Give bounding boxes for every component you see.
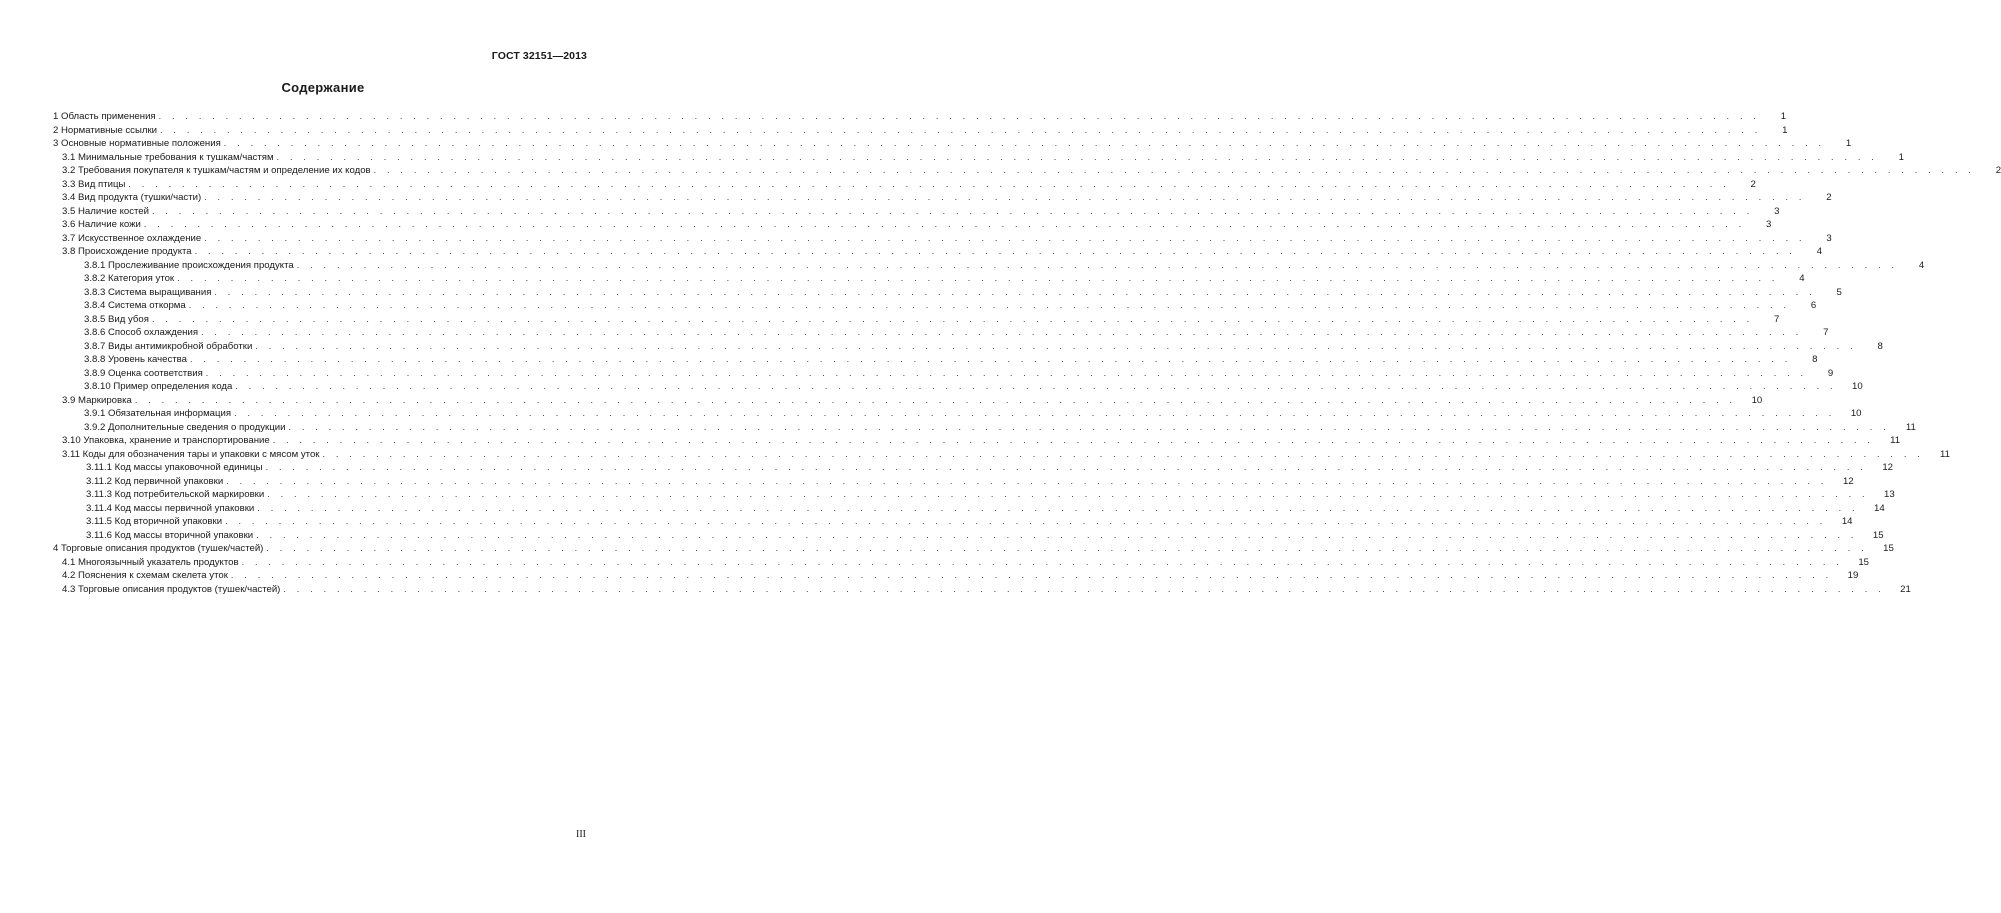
toc-entry[interactable] [53,326,1829,340]
toc-entry-title: 2 Нормативные ссылки [53,124,158,136]
toc-entry[interactable] [53,367,1834,381]
toc-entry[interactable] [53,245,1823,259]
toc-entry[interactable] [53,421,1916,435]
toc-entry-title: 3.8.1 Прослеживание происхождения продукта [84,259,294,271]
toc-leader-dots: . . . . . . . . . . . . . . . . . . . . . . . . . . . . . . . . . . . . . . . . . . . . . . . . . . . . . . . . . . . . . . . . . . . . . . . . . . . . . . . . . . . . . . . . . . . . . . . . . . . . . . . . . . . . . . . . . . . . . . . . [226,475,1828,486]
toc-leader-dots: . . . . . . . . . . . . . . . . . . . . . . . . . . . . . . . . . . . . . . . . . . . . . . . . . . . . . . . . . . . . . . . . . . . . . . . . . . . . . . . . . . . . . . . . . . . . . . . . . . . . . . . . . . . . . . . . . . . . . . . . [152,205,1754,216]
toc-leader-dots: . . . . . . . . . . . . . . . . . . . . . . . . . . . . . . . . . . . . . . . . . . . . . . . . . . . . . . . . . . . . . . . . . . . . . . . . . . . . . . . . . . . . . . . . . . . . . . . . . . . . . . . . . . . . . . . . . . . . . . . . [283,583,1885,594]
toc-entry-page: 11 [1939,448,1950,460]
toc-leader-dots: . . . . . . . . . . . . . . . . . . . . . . . . . . . . . . . . . . . . . . . . . . . . . . . . . . . . . . . . . . . . . . . . . . . . . . . . . . . . . . . . . . . . . . . . . . . . . . . . . . . . . . . . . . . . . . . . . . . . . . . . [201,327,1803,337]
toc-leader-dots: . . . . . . . . . . . . . . . . . . . . . . . . . . . . . . . . . . . . . . . . . . . . . . . . . . . . . . . . . . . . . . . . . . . . . . . . . . . . . . . . . . . . . . . . . . . . . . . . . . . . . . . . . . . . . . . . . . . . . . . . [373,165,1976,175]
toc-leader-dots: . . . . . . . . . . . . . . . . . . . . . . . . . . . . . . . . . . . . . . . . . . . . . . . . . . . . . . . . . . . . . . . . . . . . . . . . . . . . . . . . . . . . . . . . . . . . . . . . . . . . . . . . . . . . . . . . . . . . . . . . [322,448,1924,459]
toc-leader-dots: . . . . . . . . . . . . . . . . . . . . . . . . . . . . . . . . . . . . . . . . . . . . . . . . . . . . . . . . . . . . . . . . . . . . . . . . . . . . . . . . . . . . . . . . . . . . . . . . . . . . . . . . . . . . . . . . . . . . . . . . [257,502,1859,513]
toc-entry-title: 3.7 Искусственное охлаждение [62,232,202,244]
toc-entry[interactable] [53,164,2001,178]
toc-entry-title: 3.8.8 Уровень качества [84,354,188,365]
toc-leader-dots: . . . . . . . . . . . . . . . . . . . . . . . . . . . . . . . . . . . . . . . . . . . . . . . . . . . . . . . . . . . . . . . . . . . . . . . . . . . . . . . . . . . . . . . . . . . . . . . . . . . . . . . . . . . . . . . . . . . . . . . . [223,138,1826,148]
toc-leader-dots: . . . . . . . . . . . . . . . . . . . . . . . . . . . . . . . . . . . . . . . . . . . . . . . . . . . . . . . . . . . . . . . . . . . . . . . . . . . . . . . . . . . . . . . . . . . . . . . . . . . . . . . . . . . . . . . . . . . . . . . . [235,381,1837,391]
toc-entry-title: 4.3 Торговые описания продуктов (тушек/частей) [62,583,281,595]
toc-leader-dots: . . . . . . . . . . . . . . . . . . . . . . . . . . . . . . . . . . . . . . . . . . . . . . . . . . . . . . . . . . . . . . . . . . . . . . . . . . . . . . . . . . . . . . . . . . . . . . . . . . . . . . . . . . . . . . . . . . . . . . . . [265,462,1867,472]
toc-entry[interactable] [53,448,1950,462]
page-number: III [576,829,586,840]
toc-leader-dots: . . . . . . . . . . . . . . . . . . . . . . . . . . . . . . . . . . . . . . . . . . . . . . . . . . . . . . . . . . . . . . . . . . . . . . . . . . . . . . . . . . . . . . . . . . . . . . . . . . . . . . . . . . . . . . . . . . . . . . . . [214,286,1816,297]
toc-leader-dots: . . . . . . . . . . . . . . . . . . . . . . . . . . . . . . . . . . . . . . . . . . . . . . . . . . . . . . . . . . . . . . . . . . . . . . . . . . . . . . . . . . . . . . . . . . . . . . . . . . . . . . . . . . . . . . . . . . . . . . . . [160,124,1762,135]
toc-entry-page: 6 [1810,300,1817,311]
toc-entry-title: 3.6 Наличие кожи [62,219,141,230]
toc-entry[interactable] [53,340,1883,354]
toc-entry-title: 3 Основные нормативные положения [53,138,221,149]
toc-entry-title: 3.9.1 Обязательная информация [84,408,232,419]
toc-entry-title: 3.8.2 Категория уток [84,273,175,284]
toc-leader-dots: . . . . . . . . . . . . . . . . . . . . . . . . . . . . . . . . . . . . . . . . . . . . . . . . . . . . . . . . . . . . . . . . . . . . . . . . . . . . . . . . . . . . . . . . . . . . . . . . . . . . . . . . . . . . . . . . . . . . . . . . [194,246,1797,256]
toc-entry-page: 14 [1841,516,1853,527]
toc-entry[interactable] [53,542,1894,556]
toc-entry-page: 15 [1883,543,1894,554]
toc-entry[interactable] [53,488,1895,502]
toc-entry[interactable] [53,313,1780,327]
toc-entry-page: 3 [1826,232,1832,244]
toc-entry-page: 12 [1882,462,1893,473]
toc-entry-title: 3.1 Минимальные требования к тушкам/частям [62,151,274,163]
toc-entry-page: 19 [1847,570,1859,581]
toc-entry-page: 15 [1858,556,1869,568]
toc-leader-dots: . . . . . . . . . . . . . . . . . . . . . . . . . . . . . . . . . . . . . . . . . . . . . . . . . . . . . . . . . . . . . . . . . . . . . . . . . . . . . . . . . . . . . . . . . . . . . . . . . . . . . . . . . . . . . . . . . . . . . . . . [266,543,1868,553]
toc-entry-title: 3.8.10 Пример определения кода [84,381,233,392]
toc-entry[interactable] [53,272,1805,286]
toc-leader-dots: . . . . . . . . . . . . . . . . . . . . . . . . . . . . . . . . . . . . . . . . . . . . . . . . . . . . . . . . . . . . . . . . . . . . . . . . . . . . . . . . . . . . . . . . . . . . . . . . . . . . . . . . . . . . . . . . . . . . . . . . [205,367,1808,378]
toc-leader-dots: . . . . . . . . . . . . . . . . . . . . . . . . . . . . . . . . . . . . . . . . . . . . . . . . . . . . . . . . . . . . . . . . . . . . . . . . . . . . . . . . . . . . . . . . . . . . . . . . . . . . . . . . . . . . . . . . . . . . . . . . [151,313,1754,324]
toc-entry[interactable] [53,380,1863,394]
toc-entry-title: 3.11.6 Код массы вторичной упаковки [86,529,254,541]
toc-entry[interactable] [53,151,1904,165]
toc-entry[interactable] [53,434,1901,448]
table-of-contents [53,110,2001,596]
toc-entry[interactable] [53,286,1842,300]
standard-code: ГОСТ 32151—2013 [491,50,587,62]
toc-entry-title: 3.4 Вид продукта (тушки/части) [62,192,202,203]
toc-entry-page: 12 [1842,475,1854,487]
toc-leader-dots: . . . . . . . . . . . . . . . . . . . . . . . . . . . . . . . . . . . . . . . . . . . . . . . . . . . . . . . . . . . . . . . . . . . . . . . . . . . . . . . . . . . . . . . . . . . . . . . . . . . . . . . . . . . . . . . . . . . . . . . . [288,421,1890,432]
toc-entry-title: 3.11.1 Код массы упаковочной единицы [86,462,263,473]
toc-entry-title: 3.9 Маркировка [62,394,132,406]
toc-entry[interactable] [53,407,1862,421]
toc-entry-page: 15 [1872,529,1884,541]
toc-entry-page: 7 [1774,313,1780,325]
toc-entry-page: 2 [1750,178,1756,190]
toc-leader-dots: . . . . . . . . . . . . . . . . . . . . . . . . . . . . . . . . . . . . . . . . . . . . . . . . . . . . . . . . . . . . . . . . . . . . . . . . . . . . . . . . . . . . . . . . . . . . . . . . . . . . . . . . . . . . . . . . . . . . . . . . [267,489,1869,499]
toc-entry-title: 3.8.4 Система откорма [84,300,186,311]
toc-entry-title: 3.8.5 Вид убоя [84,313,149,325]
toc-entry-page: 7 [1823,327,1829,338]
toc-leader-dots: . . . . . . . . . . . . . . . . . . . . . . . . . . . . . . . . . . . . . . . . . . . . . . . . . . . . . . . . . . . . . . . . . . . . . . . . . . . . . . . . . . . . . . . . . . . . . . . . . . . . . . . . . . . . . . . . . . . . . . . . [272,435,1875,445]
toc-entry-title: 3.11.4 Код массы первичной упаковки [86,502,255,514]
toc-entry-page: 4 [1799,273,1805,284]
toc-entry-page: 1 [1845,138,1852,149]
toc-entry-page: 10 [1751,394,1763,406]
toc-entry-page: 2 [1826,192,1832,203]
toc-entry-page: 4 [1816,246,1823,257]
toc-leader-dots: . . . . . . . . . . . . . . . . . . . . . . . . . . . . . . . . . . . . . . . . . . . . . . . . . . . . . . . . . . . . . . . . . . . . . . . . . . . . . . . . . . . . . . . . . . . . . . . . . . . . . . . . . . . . . . . . . . . . . . . . [234,408,1836,418]
toc-entry-page: 3 [1765,219,1772,230]
toc-entry[interactable] [53,110,1787,124]
toc-entry-title: 4.1 Многоязычный указатель продуктов [62,556,239,568]
toc-entry-title: 3.8.7 Виды антимикробной обработки [84,340,253,352]
toc-entry-title: 3.8 Происхождение продукта [62,246,192,257]
toc-leader-dots: . . . . . . . . . . . . . . . . . . . . . . . . . . . . . . . . . . . . . . . . . . . . . . . . . . . . . . . . . . . . . . . . . . . . . . . . . . . . . . . . . . . . . . . . . . . . . . . . . . . . . . . . . . . . . . . . . . . . . . . . [230,570,1833,580]
toc-entry-page: 1 [1782,124,1788,136]
toc-leader-dots: . . . . . . . . . . . . . . . . . . . . . . . . . . . . . . . . . . . . . . . . . . . . . . . . . . . . . . . . . . . . . . . . . . . . . . . . . . . . . . . . . . . . . . . . . . . . . . . . . . . . . . . . . . . . . . . . . . . . . . . . [296,259,1899,270]
toc-entry-page: 11 [1890,435,1901,446]
toc-entry-page: 14 [1874,502,1885,514]
toc-entry[interactable] [53,394,1763,408]
toc-entry-page: 5 [1836,286,1842,298]
toc-entry[interactable] [53,515,1853,529]
toc-leader-dots: . . . . . . . . . . . . . . . . . . . . . . . . . . . . . . . . . . . . . . . . . . . . . . . . . . . . . . . . . . . . . . . . . . . . . . . . . . . . . . . . . . . . . . . . . . . . . . . . . . . . . . . . . . . . . . . . . . . . . . . . [190,354,1792,364]
toc-entry[interactable] [53,353,1818,367]
toc-entry[interactable] [53,205,1780,219]
toc-entry-page: 13 [1884,489,1895,500]
toc-entry[interactable] [53,502,1885,516]
toc-leader-dots: . . . . . . . . . . . . . . . . . . . . . . . . . . . . . . . . . . . . . . . . . . . . . . . . . . . . . . . . . . . . . . . . . . . . . . . . . . . . . . . . . . . . . . . . . . . . . . . . . . . . . . . . . . . . . . . . . . . . . . . . [204,192,1806,202]
toc-entry[interactable] [53,299,1817,313]
toc-entry[interactable] [53,178,1756,192]
toc-entry-title: 3.11 Коды для обозначения тары и упаковки с мясом уток [62,448,320,460]
toc-entry-page: 1 [1780,111,1787,122]
toc-leader-dots: . . . . . . . . . . . . . . . . . . . . . . . . . . . . . . . . . . . . . . . . . . . . . . . . . . . . . . . . . . . . . . . . . . . . . . . . . . . . . . . . . . . . . . . . . . . . . . . . . . . . . . . . . . . . . . . . . . . . . . . . [143,219,1746,229]
toc-entry[interactable] [53,569,1859,583]
toc-entry-title: 4 Торговые описания продуктов (тушек/частей) [53,543,264,554]
toc-entry-page: 1 [1898,151,1904,163]
toc-title: Содержание [281,80,365,95]
toc-entry-title: 3.2 Требования покупателя к тушкам/частям и определение их кодов [62,165,371,176]
toc-entry[interactable] [53,556,1869,570]
toc-entry[interactable] [53,232,1832,246]
toc-leader-dots: . . . . . . . . . . . . . . . . . . . . . . . . . . . . . . . . . . . . . . . . . . . . . . . . . . . . . . . . . . . . . . . . . . . . . . . . . . . . . . . . . . . . . . . . . . . . . . . . . . . . . . . . . . . . . . . . . . . . . . . . [158,111,1761,121]
toc-leader-dots: . . . . . . . . . . . . . . . . . . . . . . . . . . . . . . . . . . . . . . . . . . . . . . . . . . . . . . . . . . . . . . . . . . . . . . . . . . . . . . . . . . . . . . . . . . . . . . . . . . . . . . . . . . . . . . . . . . . . . . . . [276,151,1878,162]
toc-entry[interactable] [53,218,1772,232]
toc-entry-page: 8 [1812,354,1818,365]
toc-entry[interactable] [53,259,1925,273]
toc-leader-dots: . . . . . . . . . . . . . . . . . . . . . . . . . . . . . . . . . . . . . . . . . . . . . . . . . . . . . . . . . . . . . . . . . . . . . . . . . . . . . . . . . . . . . . . . . . . . . . . . . . . . . . . . . . . . . . . . . . . . . . . . [128,178,1730,189]
toc-entry-title: 3.5 Наличие костей [62,205,149,217]
toc-entry-title: 3.11.5 Код вторичной упаковки [86,516,223,527]
toc-entry[interactable] [53,124,1788,138]
toc-entry-title: 3.11.2 Код первичной упаковки [86,475,224,487]
toc-entry-title: 3.11.3 Код потребительской маркировки [86,489,265,500]
toc-leader-dots: . . . . . . . . . . . . . . . . . . . . . . . . . . . . . . . . . . . . . . . . . . . . . . . . . . . . . . . . . . . . . . . . . . . . . . . . . . . . . . . . . . . . . . . . . . . . . . . . . . . . . . . . . . . . . . . . . . . . . . . . [255,340,1857,351]
toc-leader-dots: . . . . . . . . . . . . . . . . . . . . . . . . . . . . . . . . . . . . . . . . . . . . . . . . . . . . . . . . . . . . . . . . . . . . . . . . . . . . . . . . . . . . . . . . . . . . . . . . . . . . . . . . . . . . . . . . . . . . . . . . [256,529,1858,540]
toc-entry-page: 21 [1900,583,1911,595]
toc-entry[interactable] [53,137,1852,151]
toc-entry-page: 2 [1995,165,2001,176]
toc-leader-dots: . . . . . . . . . . . . . . . . . . . . . . . . . . . . . . . . . . . . . . . . . . . . . . . . . . . . . . . . . . . . . . . . . . . . . . . . . . . . . . . . . . . . . . . . . . . . . . . . . . . . . . . . . . . . . . . . . . . . . . . . [204,232,1806,243]
toc-entry[interactable] [53,583,1911,597]
toc-entry-title: 3.8.9 Оценка соответствия [84,367,203,379]
toc-entry[interactable] [53,461,1893,475]
toc-entry-page: 8 [1877,340,1883,352]
toc-entry-page: 4 [1918,259,1925,271]
toc-entry-title: 3.9.2 Дополнительные сведения о продукции [84,421,286,433]
toc-leader-dots: . . . . . . . . . . . . . . . . . . . . . . . . . . . . . . . . . . . . . . . . . . . . . . . . . . . . . . . . . . . . . . . . . . . . . . . . . . . . . . . . . . . . . . . . . . . . . . . . . . . . . . . . . . . . . . . . . . . . . . . . [134,394,1737,405]
toc-entry-title: 3.10 Упаковка, хранение и транспортирование [62,435,270,446]
toc-entry-title: 3.8.3 Система выращивания [84,286,212,298]
toc-leader-dots: . . . . . . . . . . . . . . . . . . . . . . . . . . . . . . . . . . . . . . . . . . . . . . . . . . . . . . . . . . . . . . . . . . . . . . . . . . . . . . . . . . . . . . . . . . . . . . . . . . . . . . . . . . . . . . . . . . . . . . . . [225,516,1827,526]
toc-entry-page: 3 [1774,205,1780,217]
toc-entry-title: 3.8.6 Способ охлаждения [84,327,199,338]
toc-leader-dots: . . . . . . . . . . . . . . . . . . . . . . . . . . . . . . . . . . . . . . . . . . . . . . . . . . . . . . . . . . . . . . . . . . . . . . . . . . . . . . . . . . . . . . . . . . . . . . . . . . . . . . . . . . . . . . . . . . . . . . . . [241,556,1843,567]
toc-entry-page: 9 [1827,367,1834,379]
toc-leader-dots: . . . . . . . . . . . . . . . . . . . . . . . . . . . . . . . . . . . . . . . . . . . . . . . . . . . . . . . . . . . . . . . . . . . . . . . . . . . . . . . . . . . . . . . . . . . . . . . . . . . . . . . . . . . . . . . . . . . . . . . . [177,273,1779,283]
toc-entry-title: 1 Область применения [53,111,156,122]
toc-entry[interactable] [53,475,1854,489]
toc-leader-dots: . . . . . . . . . . . . . . . . . . . . . . . . . . . . . . . . . . . . . . . . . . . . . . . . . . . . . . . . . . . . . . . . . . . . . . . . . . . . . . . . . . . . . . . . . . . . . . . . . . . . . . . . . . . . . . . . . . . . . . . . [188,300,1791,310]
toc-entry-title: 4.2 Пояснения к схемам скелета уток [62,570,228,581]
toc-entry-title: 3.3 Вид птицы [62,178,126,190]
toc-entry-page: 11 [1905,421,1916,433]
toc-entry-page: 10 [1850,408,1862,419]
toc-entry[interactable] [53,529,1884,543]
toc-entry-page: 10 [1852,381,1863,392]
toc-entry[interactable] [53,191,1832,205]
